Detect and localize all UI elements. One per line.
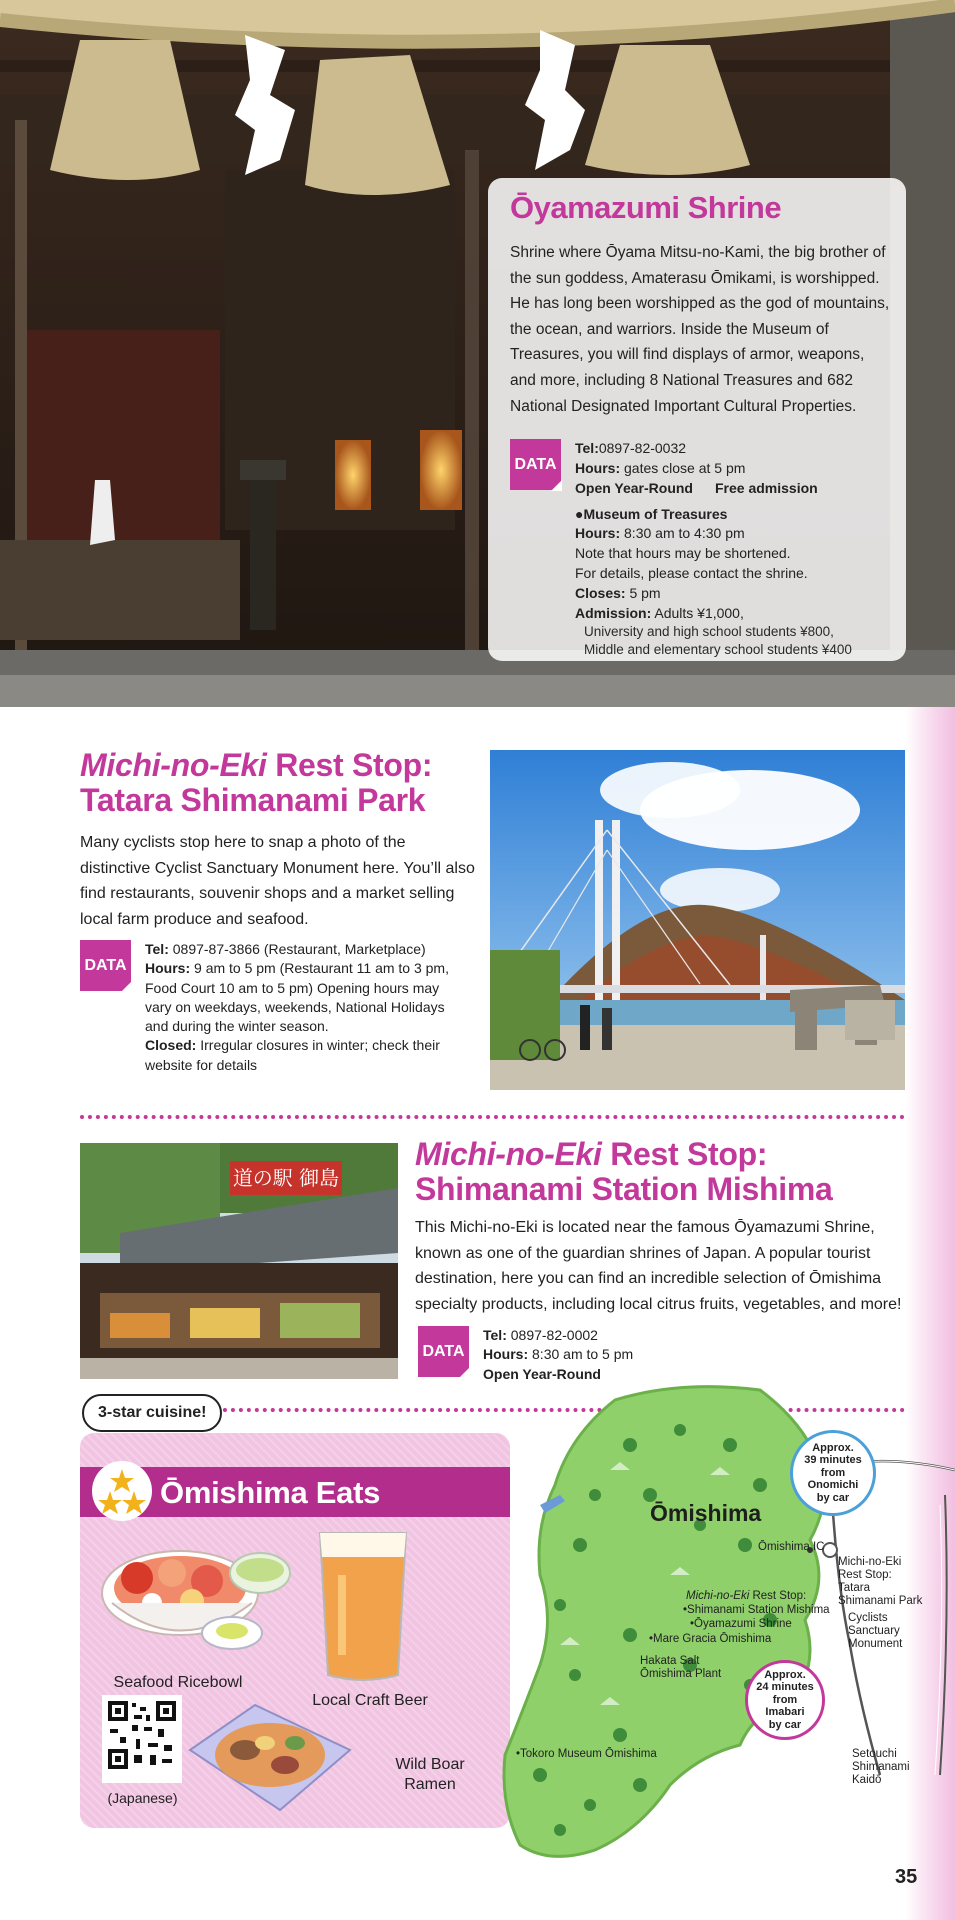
qr-caption: (Japanese) [107, 1790, 178, 1806]
map-tatara-label: Michi-no-Eki Rest Stop: Tatara Shimanami Park [838, 1556, 923, 1607]
shrine-title: Ōyamazumi Shrine [510, 190, 782, 225]
seafood-label: Seafood Ricebowl [113, 1674, 243, 1691]
data-badge: DATA [80, 940, 131, 991]
mishima-hours: 8:30 am to 5 pm [528, 1346, 634, 1363]
section-divider [80, 1115, 905, 1119]
bridge-photo-illustration [490, 750, 905, 1090]
beer-label: Local Craft Beer [312, 1692, 428, 1709]
imabari-callout: Approx. 24 minutes from Imabari by car [745, 1660, 825, 1740]
museum-closes: 5 pm [625, 584, 661, 601]
museum-hours: 8:30 am to 4:30 pm [620, 525, 745, 542]
map-kaido-label: Setouchi Shimanami Kaidō [852, 1748, 910, 1786]
eats-title: Ōmishima Eats [160, 1475, 381, 1510]
shrine-description: Shrine where Ōyama Mitsu-no-Kami, the big brother of the sun goddess, Amaterasu Ōmikami, is worshipped. He has long been worshipped as the god of mountains, the ocean, and warriors. Inside the Museum of Treasures, you will find displays of armor, weapons, and more, including 8 National Treasures and 682 National Designated Important Cultural Properties. [510, 244, 890, 415]
onomichi-callout: Approx. 39 minutes from Onomichi by car [790, 1430, 876, 1516]
map-rest-stop-label: Michi-no-Eki Rest Stop: [686, 1590, 807, 1602]
craft-beer-illustration [308, 1525, 418, 1690]
museum-note-2: For details, please contact the shrine. [575, 564, 808, 581]
data-badge: DATA [510, 439, 561, 490]
map-ic-label: Ōmishima IC [758, 1541, 825, 1553]
station-sign: 道の駅 御島 [232, 1166, 340, 1190]
michi-no-eki-photo [80, 1143, 398, 1379]
mishima-open: Open Year-Round [483, 1365, 601, 1382]
admission-middle: Middle and elementary school students ¥400 [584, 642, 852, 658]
mishima-tel: 0897-82-0002 [506, 1327, 598, 1343]
qr-code-icon [106, 1699, 178, 1771]
map-cyclists-label: Cyclists Sanctuary Monument [848, 1612, 903, 1650]
shrine-data [510, 439, 890, 623]
map-mare-gracia-label: •Mare Gracia Ōmishima [649, 1633, 772, 1645]
shrine-open: Open Year-Round [575, 479, 693, 496]
map-tokoro-label: •Tokoro Museum Ōmishima [516, 1748, 657, 1760]
shrine-hours: gates close at 5 pm [620, 459, 746, 476]
mishima-description: This Michi-no-Eki is located near the famous Ōyamazumi Shrine, known as one of the guardian shrines of Japan. A popular tourist destination, here you can find an incredible selection of Ōmishima specialty products, including local citrus fruits, vegetables, and more! [415, 1219, 902, 1313]
mishima-title: Michi-no-Eki Rest Stop: Shimanami Station Mishima [415, 1136, 833, 1207]
map-hakata-label: Hakata Salt Ōmishima Plant [640, 1655, 722, 1680]
wild-boar-ramen-illustration [185, 1695, 355, 1820]
tatara-description: Many cyclists stop here to snap a photo of the distinctive Cyclist Sanctuary Monument here. You’ll also find restaurants, souvenir shops and a market selling local farm produce and seafood. [80, 834, 475, 928]
three-star-bubble: 3-star cuisine! [82, 1394, 222, 1432]
shrine-tel: 0897-82-0032 [598, 440, 687, 457]
shrine-admission-free: Free admission [714, 479, 818, 496]
mishima-data: DATA Tel: 0897-82-0002 Hours: 8:30 am to 5 pm Open Year-Round [418, 1326, 778, 1384]
data-badge: DATA [418, 1326, 469, 1377]
tatara-hours: 9 am to 5 pm (Restaurant 11 am to 3 pm, Food Court 10 am to 5 pm) Opening hours may vary on weekdays, weekends, National Holidays and during the winter season. [145, 960, 449, 1035]
admission-university: University and high school students ¥800, [584, 624, 834, 640]
tatara-closed: Irregular closures in winter; check their website for details [145, 1037, 440, 1073]
tatara-data: DATA Tel: 0897-87-3866 (Restaurant, Marketplace) Hours: 9 am to 5 pm (Restaurant 11 am to 3 pm, Food Court 10 am to 5 pm) Opening hours may vary on weekdays, weekends, National Holidays and during the winter season. Closed: Irregular closures in winter; check their website for details [80, 940, 480, 1075]
museum-admission-adults: Adults ¥1,000, [651, 604, 744, 621]
tatara-tel: 0897-87-3866 (Restaurant, Marketplace) [168, 941, 426, 957]
seafood-ricebowl-illustration [92, 1533, 292, 1663]
qr-code[interactable] [102, 1695, 182, 1783]
page-number: 35 [895, 1866, 918, 1888]
ramen-label: Wild Boar Ramen [395, 1756, 465, 1793]
map-island-label: Ōmishima [650, 1500, 762, 1526]
map-shrine-label: •Ōyamazumi Shrine [690, 1618, 792, 1630]
museum-title: ●Museum of Treasures [575, 505, 728, 522]
museum-note-1: Note that hours may be shortened. [575, 545, 791, 562]
three-star-icon [92, 1461, 152, 1521]
map-station-label: •Shimanami Station Mishima [683, 1604, 830, 1616]
michi-no-eki-photo-illustration [80, 1143, 398, 1379]
shrine-data-lines: Tel:0897-82-0032 Hours: gates close at 5 pm Open Year-Round Free admission ●Museum of Treasures Hours: 8:30 am to 4:30 pm Note that hours may be shortened. For details, please contact the shrine. Closes: 5 pm Admission: Adults ¥1,000, [575, 440, 818, 621]
tatara-title: Michi-no-Eki Rest Stop: Tatara Shimanami Park [80, 747, 433, 818]
shrine-info-card [488, 178, 906, 661]
omishima-eats-box [80, 1433, 510, 1828]
bridge-photo [490, 750, 905, 1090]
